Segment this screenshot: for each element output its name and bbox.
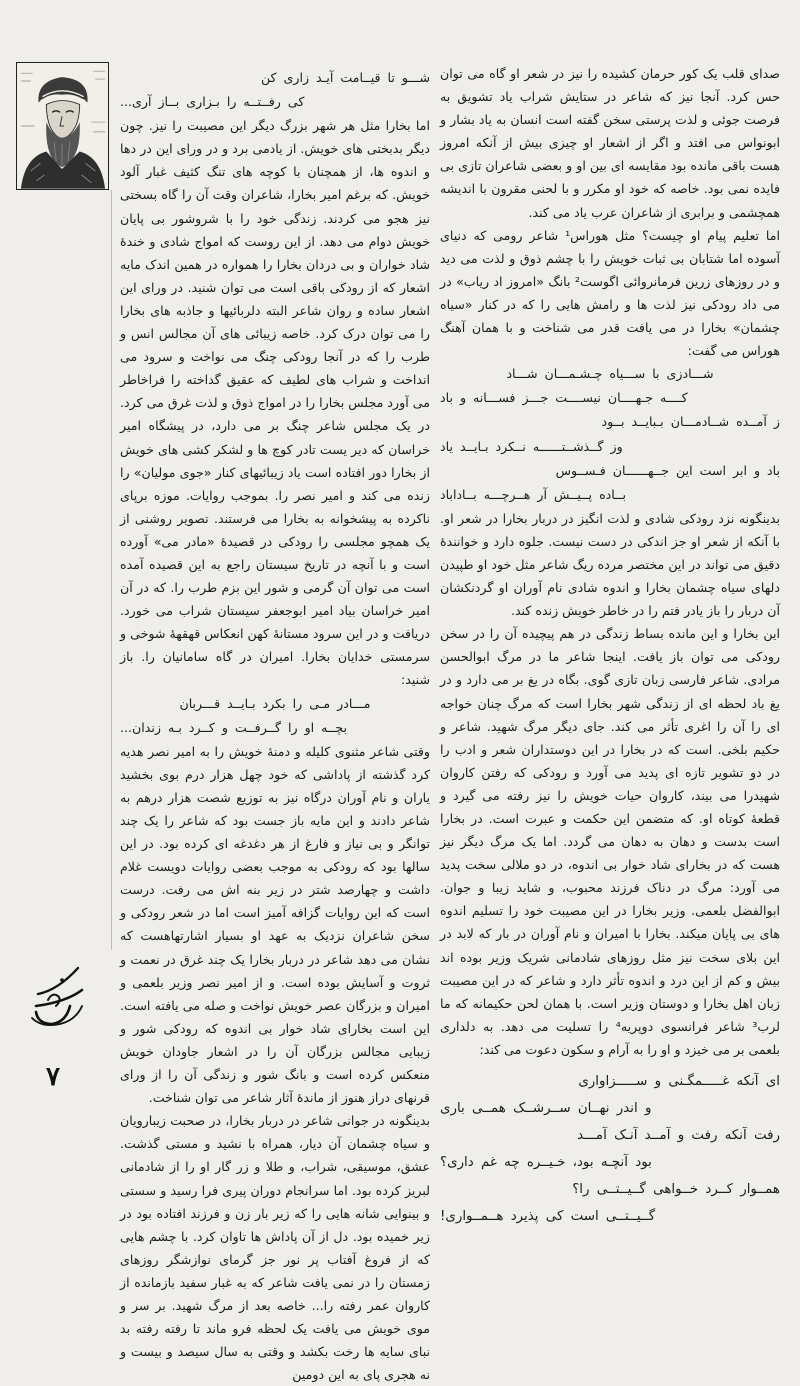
column-divider xyxy=(111,190,112,950)
verse-line: رفت آنکه رفت و آمــد آنـک آمـــد xyxy=(577,1128,780,1144)
paragraph: وقتی شاعر مثنوی کلیله و دمنهٔ خویش را به امیر نصر هدیه کرد گذشته از پاداشی که خود چهل هزار درم بوی بخشید یاران و نام آوران درگاه نیز به توزیع شصت هزار درهم به شاعر دادند و این مایه باز جست بود که شاعر را یک چند توانگر و بی نیاز و فارغ از هر دغدغه ای کرده بود. در این سالها بود که رودکی به موجب بعضی روایات دویست غلام داشت و چهارصد شتر در زیر بنه اش می رفت. درست است که این روایات گزافه آمیز است اما در شعر رودکی و سخن شاعران نزدیک به عهد او بسیار اشارتهاهست که نشان می دهد شاعر در دربار بخارا یک چند غرق در نعمت و ثروت و آسایش بوده است. و از امیر نصر وزیر بلعمی و امیران و بزرگان عصر خویش نواخت و صله می یافته است. این است بخارای شاد خوار بی اندوه که رودکی شور و زیبایی مجالس بزرگان آن را در اشعار جاودان خویش منعکس کرده است و بانگ شور و زندگی آن را از ورای قرنهای دراز هنوز از ماندهٔ آثار شاعر می توان شناخت. xyxy=(120,743,430,1106)
kerman-logo-icon xyxy=(18,960,90,1034)
verse-line: مـــادر مـی را بکرد بـایــد قـــربان xyxy=(179,695,371,711)
verse-line: و اندر نهــان ســرشــک همــی باری xyxy=(440,1101,652,1117)
paragraph: اما بخارا مثل هر شهر بزرگ دیگر این مصیبت را نیز. چون دیگر بدبختی های خویش. از یادمی برد و در ورای این در دها و اندوه ها، از همچنان با کوچه های تنگ کثیف غبار آلود خویش. که برغم امیر بخارا، شاعران وقت آن را گاه بسختی نیز هجو می کردند. زندگی خود را با شروشور بی پایان خویش دوام می دهد. از این روست که امواج شادی و خندهٔ شاد خواران و بی دردان بخارا را همواره در همین اندک مایه اشعار که از رودکی باقی است می توان شنید. در ورای این اشعار ساده و روان شاعر البته دلربائیها و جاذبه های بخارا را می توان درک کرد. خاصه زیبائی های آن مجالس انس و طرب را که در آنجا رودکی چنگ می نواخت و سرود می انداخت و شراب های لطیف که عقیق گداخته را فراخاطر می آورد مجلس بخارا را در امواج ذوق و لذت غرق می کرد. در یک مجلس شاعر چنگ بر می دارد، در پیشگاه امیر خراسان که دیر یست تادر کوچ ها و لشکر کشی های خویش از بخارا دور افتاده است یاد زیبائیهای کنار «جوی مولیان» را زنده می کند و امیر نصر را. بموجب روایات. موزه برپای ناکرده به پیشخوانه به بخارا می فرستند. تصویر روشنی از یک همچو مجلسی را رودکی در قصیدهٔ «مادر می» آورده است و با آنچه در تاریخ سیستان راجع به این قصیده آمده است می توان آن گرمی و شور این بزم طرب را. که در آن امیر خراسان بیاد امیر ابوجعفر سیستان شراب می خورد. دریافت و در این سرود مستانهٔ کهن انعکاس قهقههٔ شوخی و سرمستی خدایان بخارا. امیران در گاه سامانیان را. باز شنید: xyxy=(120,118,430,688)
verse-line: کی رفــتــه را بـزاری بــاز آری... xyxy=(120,94,305,110)
paragraph: بدینگونه در جوانی شاعر در دربار بخارا، در صحبت زیبارویان و سیاه چشمان آن دیار، همراه با نشید و مستی گذشت. عشق، موسیقی، شراب، و طلا و زر گار او را از شادمانی لبریز کرده بود. اما سرانجام دوران پیری فرا رسید و سستی و بینوایی شانه هایی را که زیر بار زن و فرزند افتاده بود در زیر خمیده بود. دل از آن پاداش ها تاوان کرد. با چشم هایی که از فروغ آفتاب پر نور جز گرمای نوازشگر روزهای زمستان را در نمی یافت شاعر که به غبار سفید بازمانده از کاروان عمر رفته را... خاصه بعد از مرگ شهید. بر سر و موی خویش می یافت یک لحظه فرو ماند تا رفته رفته بد نبای سایه ها رخت بکشد و وقتی به سال سیصد و بیست و نه هجری پای به این دومین xyxy=(120,1113,430,1383)
right-column xyxy=(440,62,780,1225)
verse-line: بود آنچـه بود، خـیــره چه غم داری؟ xyxy=(440,1155,652,1171)
paragraph: صدای قلب یک کور حرمان کشیده را نیز در شعر او گاه می توان حس کرد. آنجا نیز که شاعر در ستایش شراب یاد تشویق به فرصت جوئی و لذت پرستی سخن گفته است انسان به یاد بشار و ابونواس می افتد و اگر از اشعار او چیزی بیش از آنکه امروز هست باقی مانده بود مقایسه ای بین او و بعضی شاعران تازی بی فایده نمی بود. خاصه که خود او مکرر و با لحنی مقرون با اندیشه همچشمی و برابری از شاعران عرب یاد می کند. xyxy=(440,66,780,220)
verse-line: وز گــذشــتــــــه نــکرد بـایــد یاد xyxy=(440,438,623,454)
verse-line: باد و ابر است این جــهــــــان فـســوس xyxy=(555,462,780,478)
poet-portrait-icon xyxy=(16,62,109,190)
verse-line: گــیــتــی است کی پذیرد هــمــواری! xyxy=(440,1209,656,1225)
paragraph: این بخارا و این مانده بساط زندگی در هم پیچیده آن را در سخن رودکی می توان باز یافت. اینجا شاعر ما در مرگ ابوالحسن مرادی. شاعر فارسی زبان تازی گوی. بگاه در یغ بر می دارد و در یغ باد لحظه ای از زندگی شهر بخارا است که مرگ چنان خواجه ای را آن را اغری تأثر می کند. جای دیگر مرگ شهید. شاعر و حکیم بلخی. است که در بخارا در این دوستداران شعر و ادب را در دو تشویر تازه ای پدید می آورد و رودکی که رفتن کاروان شهیدرا می بیند، کاروان حیات خویش را نیز رفته می گیرد و قطعهٔ کوتاه او. که متضمن این حکمت و عبرت است. در بخارا است بدست و دهان به دهان می گردد. اما یک مرگ دیگر نیز هست که در بخارای شاد خوار بی اندوه، در دو ملالی سخت پدید می آورد: مرگ در دناک فرزند محبوب، و شاید زیبا و جوان. ابوالفضل بلعمی. وزیر بخارا در این مصیبت خود را تسلیم اندوه های بی پایان میکند. بخارا با امیران و نام آوران در بار که لابد در این بلای سخت نیز مثل روزهای شادمانی شریک وزیر بوده اند بیش و کم از این درد و اندوه تأثر دارد و شاعر که در این مصیبت زبان اهل بخارا و دوستان وزیر است. با همان لحن حکیمانه که ما لرب³ شاعر فرانسوی دوپریه⁴ را تسلیت می دهد. به دلداری بلعمی بر می خیزد و او را به آرام و سکون دعوت می کند: xyxy=(440,626,780,1057)
verse-line: شـــو تا قیــامت آیـد زاری کن xyxy=(260,70,430,85)
paragraph: اما تعلیم پیام او چیست؟ مثل هوراس¹ شاعر رومی که دنیای آسوده اما شتابان بی ثبات خویش را با چشم ذوق و لذت می دید و در روزهای زرین فرمانروائی اگوست² بانگ «امروز اد ریاب» در می داد رودکی نیز لذت ها و رامش هایی را که در کنار «سیاه چشمان» بخارا در می یافت قدر می شناخت و با همان آهنگ هوراس می گفت: xyxy=(440,227,780,359)
verse-line: بــاده پــیــش آر هــرچـــه بــاداباد xyxy=(440,486,626,502)
paragraph: بدینگونه نزد رودکی شادی و لذت انگیز در دربار بخارا در شعر او. با آنکه از شعر او جز اندکی در دست نیست. جلوه دارد و خوانندهٔ دقیق می تواند در این مختصر مرده ریگ شاعر مثل خود او طپیدن دلهای سیاه چشمان بخارا و اندوه شادی نام آوران او گردنکشان آن دربار را باز یادر فتم را در خاطر خویش زنده کند. xyxy=(440,510,780,619)
left-column xyxy=(120,66,430,1383)
verse-line: کــــه جـهــــان نیســــت جـــز فســـانه و باد xyxy=(440,390,688,406)
verse-line: شـــادزی با ســـیاه چـشـمـــان شـــاد xyxy=(506,366,714,382)
verse-line: بچــه او را گــرفــت و کــرد بـه زندان... xyxy=(120,719,347,735)
verse-line: همــوار کــرد خــواهی گــیــتــی را؟ xyxy=(572,1182,780,1198)
verse-line: ای آنکه غـــــمگـنی و ســـــزاواری xyxy=(578,1074,780,1090)
page-number: ۷ xyxy=(46,1062,60,1092)
verse-line: ز آمــده شــادمـــان بـبایــد بــود xyxy=(601,414,780,430)
